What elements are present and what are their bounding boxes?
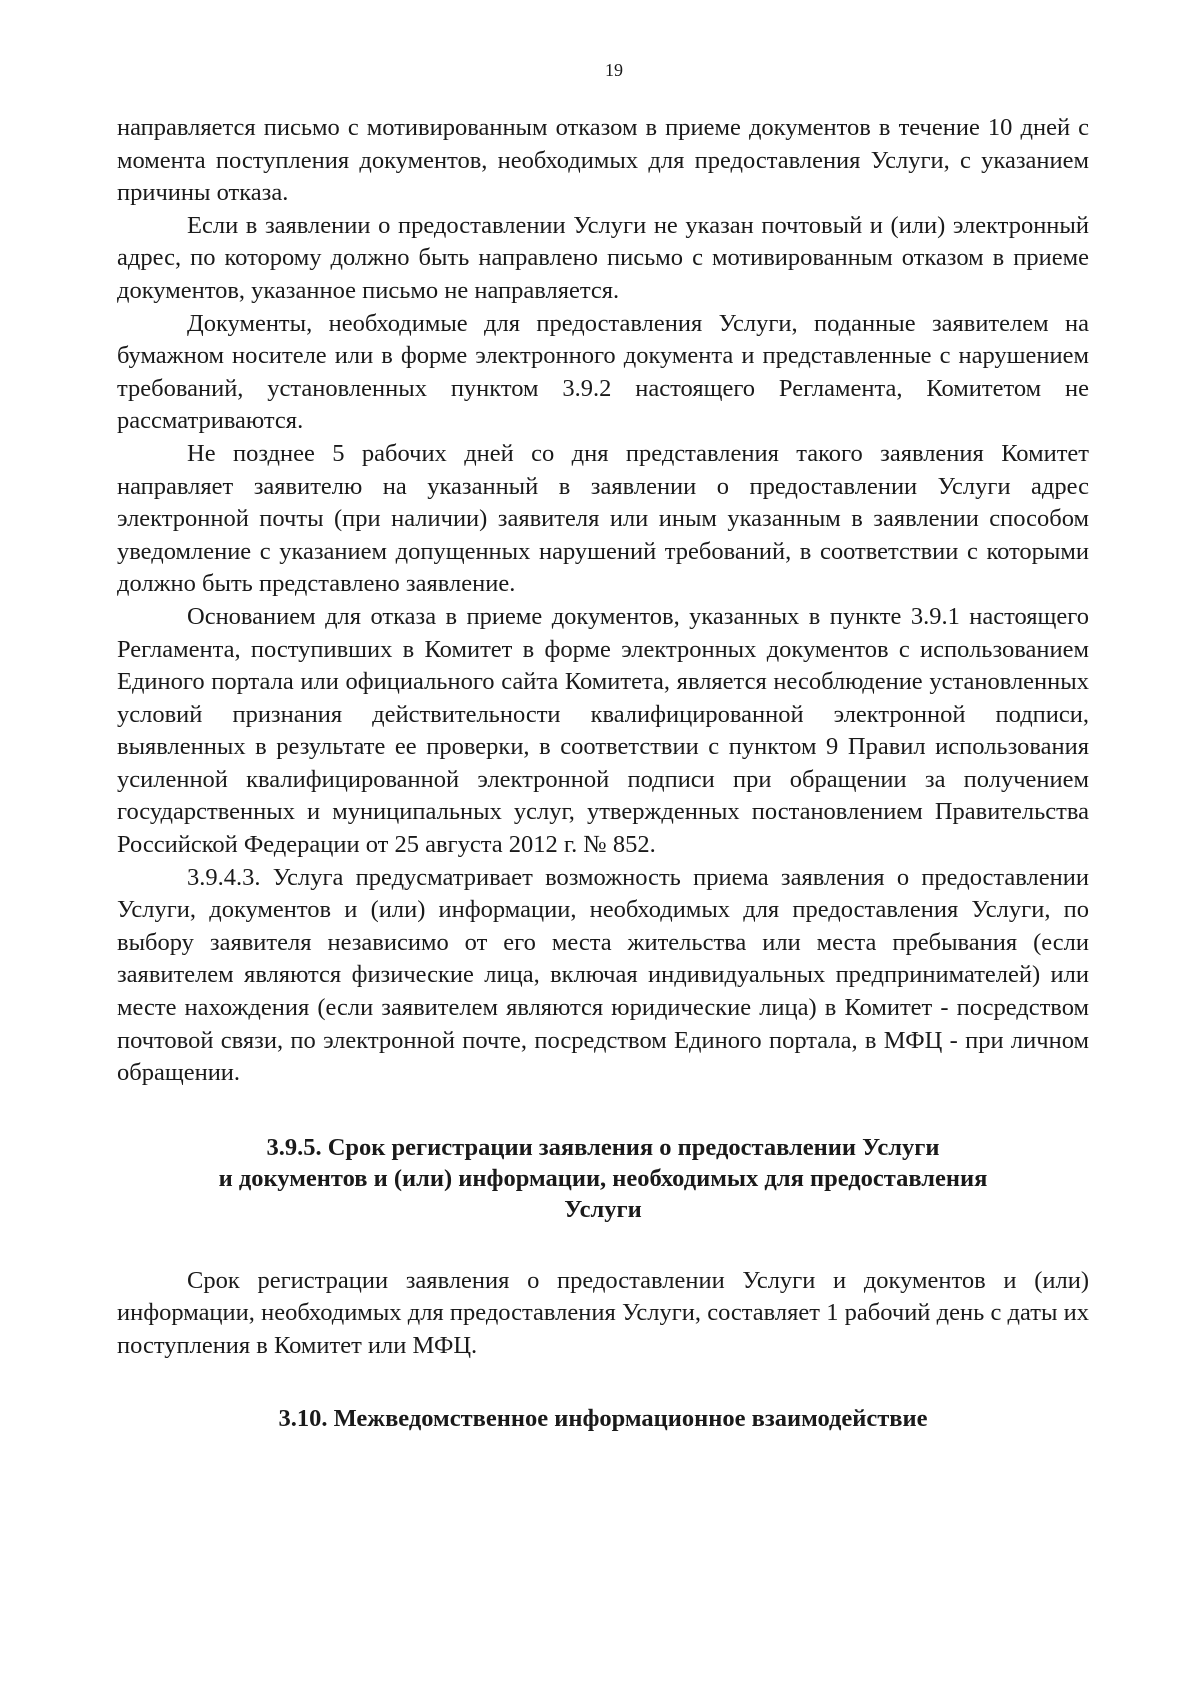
paragraph-3-9-4-3: 3.9.4.3. Услуга предусматривает возможность приема заявления о предоставлении Услуги, документов и (или) информации, необходимых для предоставления Услуги, по выбору заявителя независимо от его места жительства или места пребывания (если заявителем являются физические лица, включая индивидуальных предпринимателей) или месте нахождения (если заявителем являются юридические лица) в Комитет - посредством почтовой связи, по электронной почте, посредством Единого портала, в МФЦ - при личном обращении. — [117, 863, 1089, 1087]
section-heading-3-10: 3.10. Межведомственное информационное взаимодействие — [278, 1404, 928, 1432]
page-number: 19 — [605, 60, 623, 80]
paragraph-paper-documents: Документы, необходимые для предоставления Услуги, поданные заявителем на бумажном носителе или в форме электронного документа и представленные с нарушением требований, установленных пунктом 3.9.2 настоящего Регламента, Комитетом не рассматриваются. — [117, 309, 1089, 435]
paragraph-no-address: Если в заявлении о предоставлении Услуги не указан почтовый и (или) электронный адрес, по которому должно быть направлено письмо с мотивированным отказом в приеме документов, указанное письмо не направляется. — [117, 211, 1089, 304]
paragraph-registration-term: Срок регистрации заявления о предоставлении Услуги и документов и (или) информации, необходимых для предоставления Услуги, составляет 1 рабочий день с даты их поступления в Комитет или МФЦ. — [117, 1266, 1089, 1359]
document-page — [117, 58, 1089, 1434]
section-heading-3-9-5-line1: 3.9.5. Срок регистрации заявления о предоставлении Услуги — [266, 1133, 940, 1161]
paragraph-rejection-letter: направляется письмо с мотивированным отказом в приеме документов в течение 10 дней с момента поступления документов, необходимых для предоставления Услуги, с указанием причины отказа. — [117, 114, 1089, 207]
section-heading-3-9-5-line3: Услуги — [564, 1195, 642, 1223]
paragraph-notification: Не позднее 5 рабочих дней со дня представления такого заявления Комитет направляет заявителю на указанный в заявлении о предоставлении Услуги адрес электронной почты (при наличии) заявителя или иным указанным в заявлении способом уведомление с указанием допущенных нарушений требований, в соответствии с которыми должно быть представлено заявление. — [117, 439, 1089, 598]
section-heading-3-9-5-line2: и документов и (или) информации, необходимых для предоставления — [218, 1164, 988, 1192]
section-heading-3-9-5 — [117, 1132, 1089, 1225]
paragraph-refusal-grounds: Основанием для отказа в приеме документов, указанных в пункте 3.9.1 настоящего Регламента, поступивших в Комитет в форме электронных документов с использованием Единого портала или официального сайта Комитета, является несоблюдение установленных условий признания действительности квалифицированной электронной подписи, выявленных в результате ее проверки, в соответствии с пунктом 9 Правил использования усиленной квалифицированной электронной подписи при обращении за получением государственных и муниципальных услуг, утвержденных постановлением Правительства Российской Федерации от 25 августа 2012 г. № 852. — [117, 602, 1089, 859]
